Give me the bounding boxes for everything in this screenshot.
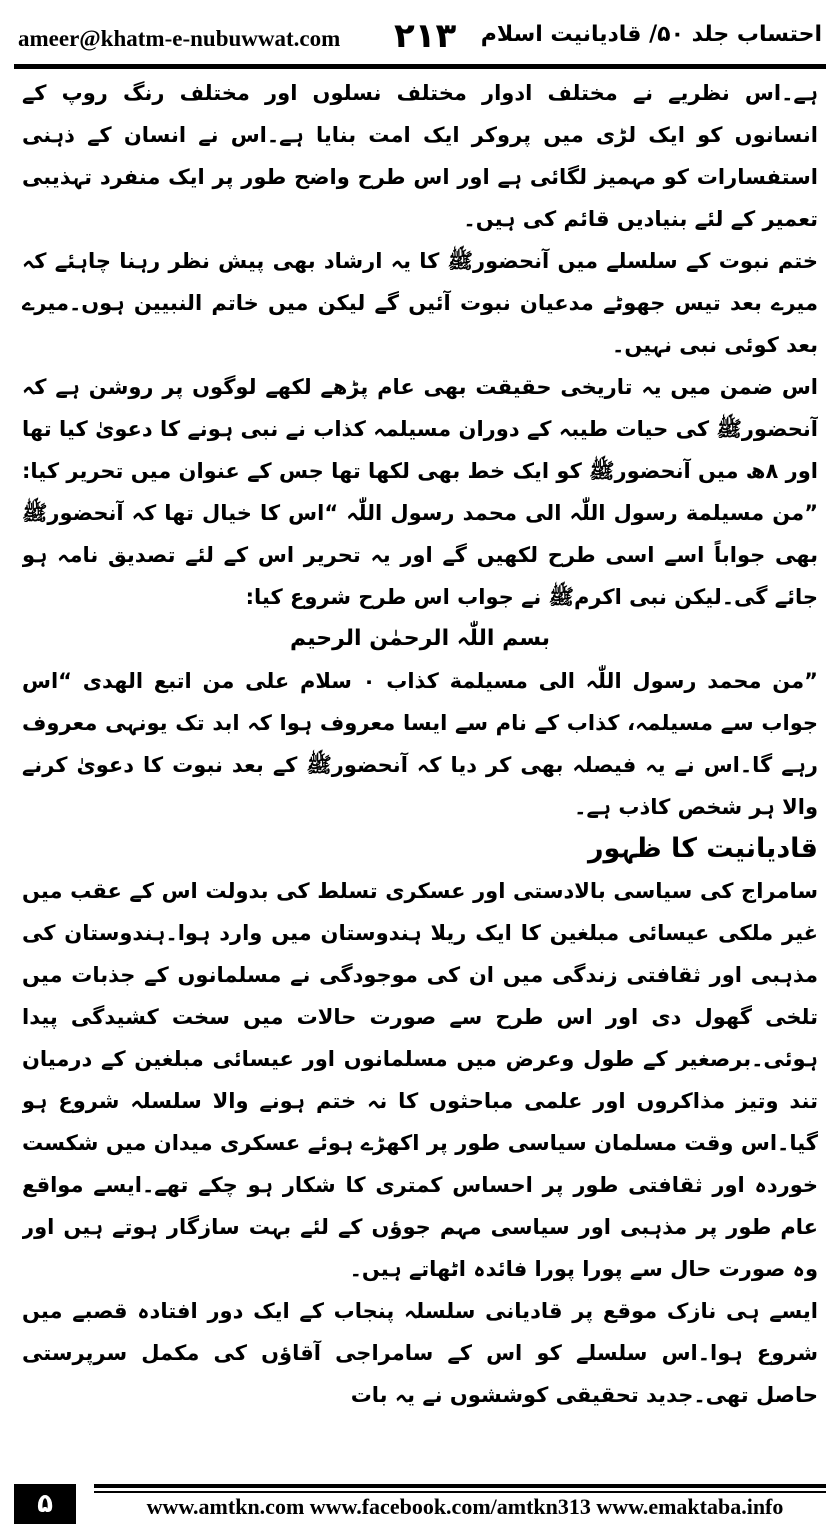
paragraph-3-text-b: “اس کا خیال تھا کہ آنحضورﷺ بھی جواباً اسے اسی طرح لکھیں گے اور یہ تحریر اس کے لئے تصدیق نامہ ہو جائے گی۔لیکن نبی اکرمﷺ نے جواب اس طرح شروع کیا: [22,501,818,609]
bismillah: بسم اللّٰہ الرحمٰن الرحیم [289,626,550,651]
page-footer [14,1484,826,1524]
header-page-number: ۲۱۳ [394,16,457,56]
paragraph-4 [22,660,818,828]
page-header [14,14,826,58]
paragraph-6: ایسے ہی نازک موقع پر قادیانی سلسلہ پنجاب کے ایک دور افتادہ قصبے میں شروع ہوا۔اس سلسلے کو اس کے سامراجی آقاؤں کی مکمل سرپرستی حاصل تھی۔جدید تحقیقی کوششوں نے یہ بات [22,1299,818,1407]
paragraph-5: سامراج کی سیاسی بالادستی اور عسکری تسلط کی بدولت اس کے عقب میں غیر ملکی عیسائی مبلغین کا ایک ریلا ہندوستان میں وارد ہوا۔ہندوستان کی مذہبی اور ثقافتی زندگی میں ان کی موجودگی نے مسلمانوں کے جذبات میں تلخی گھول دی اور اس طرح سے صورت حالات میں سخت کشیدگی پیدا ہوئی۔برصغیر کے طول وعرض میں مسلمانوں اور عیسائی مبلغین کے درمیان تند وتیز مذاکروں اور علمی مباحثوں کا نہ ختم ہونے والا سلسلہ شروع ہو گیا۔اس وقت مسلمان سیاسی طور پر اکھڑے ہوئے عسکری میدان میں شکست خوردہ اور ثقافتی طور پر احساس کمتری کا شکار ہو چکے تھے۔ایسے مواقع عام طور پر مذہبی اور سیاسی مہم جوؤں کے لئے بہت سازگار ہوتے ہیں اور وہ صورت حال سے پورا پورا فائدہ اٹھاتے ہیں۔ [22,879,818,1281]
paragraph-2: ختم نبوت کے سلسلے میں آنحضورﷺ کا یہ ارشاد بھی پیش نظر رہنا چاہئے کہ میرے بعد تیس جھوٹے مدعیان نبوت آئیں گے لیکن میں خاتم النبیین ہوں۔میرے بعد کوئی نبی نہیں۔ [22,249,818,357]
paragraph-3 [22,366,818,618]
article-body [22,72,818,1476]
header-rule [14,64,826,69]
footer-links[interactable]: www.amtkn.com www.facebook.com/amtkn313 www.emaktaba.info [146,1494,784,1519]
prophet-reply-quote: من محمد رسول اللّٰہ الی مسیلمة کذاب ۰ سلام علی من اتبع الھدی [82,669,805,693]
header-email[interactable]: ameer@khatm-e-nubuwwat.com [18,26,341,51]
section-heading: قادیانیت کا ظہور [587,833,818,864]
paragraph-4-text-a: ” [804,669,818,693]
footer-rule [94,1484,826,1488]
paragraph-3-text-a: اس ضمن میں یہ تاریخی حقیقت بھی عام پڑھے لکھے لوگوں پر روشن ہے کہ آنحضورﷺ کی حیات طیبہ کے دوران مسیلمہ کذاب نے نبی ہونے کا دعویٰ کیا تھا اور ۸ھ میں آنحضورﷺ کو ایک خط بھی لکھا تھا جس کے عنوان میں تحریر کیا: ” [22,375,818,525]
footer-rule-thin [94,1491,826,1493]
paragraph-4-text-b: “اس جواب سے مسیلمہ، کذاب کے نام سے ایسا معروف ہوا کہ ابد تک یونہی معروف رہے گا۔اس نے یہ فیصلہ بھی کر دیا کہ آنحضورﷺ کے بعد نبوت کا دعویٰ کرنے والا ہر شخص کاذب ہے۔ [22,669,818,819]
header-title: احتساب جلد ۵۰/ قادیانیت اسلام [480,22,822,47]
paragraph-1: ہے۔اس نظریے نے مختلف ادوار مختلف نسلوں اور مختلف رنگ روپ کے انسانوں کو ایک لڑی میں پروکر ایک امت بنایا ہے۔اس نے انسان کے ذہنی استفسارات کو مہمیز لگائی ہے اور اس طرح واضح طور پر ایک منفرد تہذیبی تعمیر کے لئے بنیادیں قائم کی ہیں۔ [22,81,818,231]
footer-sheet-number: ۵ [14,1484,76,1524]
musaylima-letter-quote: من مسیلمة رسول اللّٰہ الی محمد رسول اللّٰہ [346,501,805,525]
